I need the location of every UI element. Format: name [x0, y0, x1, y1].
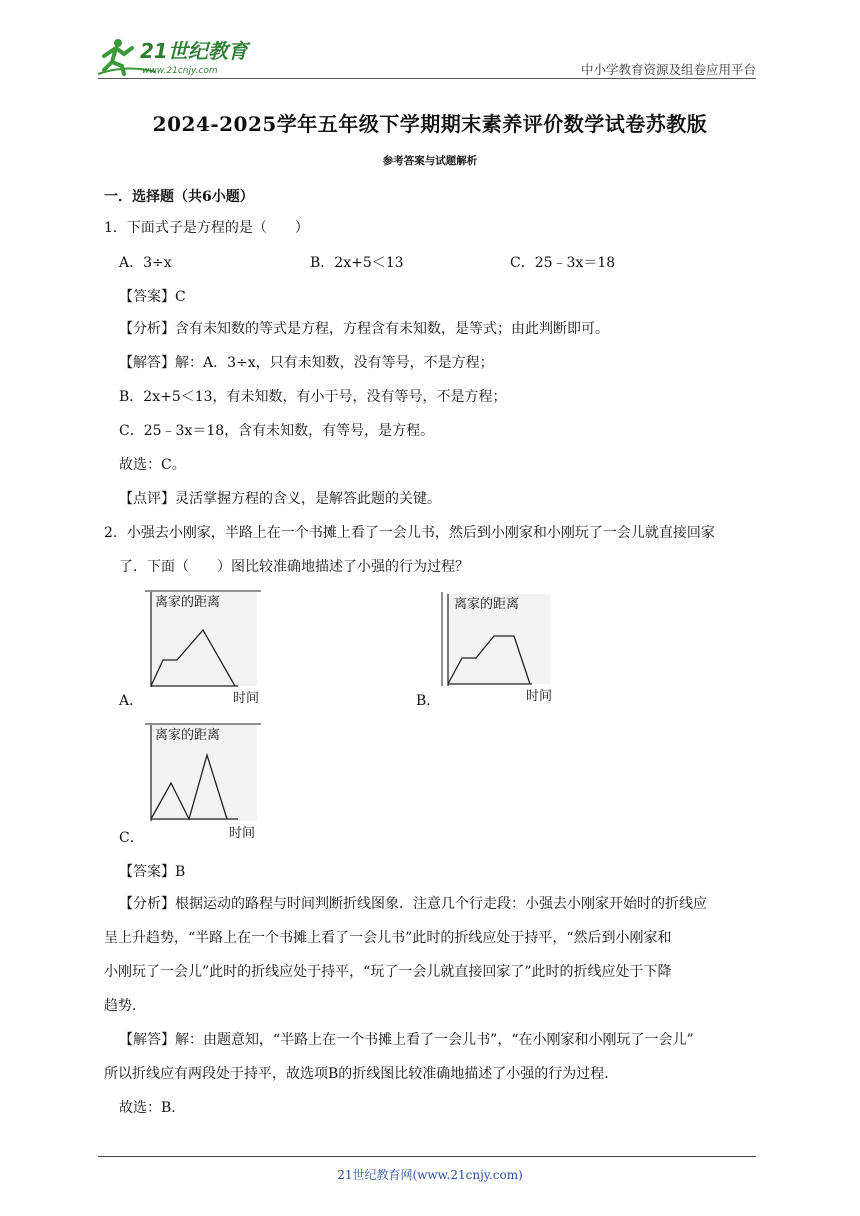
page-subtitle: 参考答案与试题解析	[382, 155, 478, 167]
q2-analysis-line-3: 小刚玩了一会儿”此时的折线应处于持平，“玩了一会儿就直接回家了”此时的折线应处于下降	[104, 964, 672, 980]
q1-option-b: B．2x+5＜13	[310, 255, 404, 271]
q1-answer: 【答案】C	[119, 289, 186, 305]
logo-url: www.21cnjy.com	[142, 66, 218, 76]
chart-b-x-label: 时间	[526, 689, 553, 704]
logo-runner-icon	[96, 34, 266, 78]
chart-b-y-label: 离家的距离	[454, 597, 520, 612]
chart-a-x-label: 时间	[233, 691, 260, 706]
footer-divider	[98, 1156, 756, 1157]
q1-option-c: C．25﹣3x＝18	[510, 255, 616, 271]
q1-analysis: 【分析】含有未知数的等式是方程，方程含有未知数，是等式；由此判断即可。	[119, 321, 609, 337]
logo-text: 21世纪教育	[140, 39, 248, 63]
q2-analysis-line-1: 【分析】根据运动的路程与时间判断折线图象．注意几个行走段：小强去小刚家开始时的折线应	[119, 896, 707, 912]
q2-stem-line-2: 了．下面（ ）图比较准确地描述了小强的行为过程？	[119, 559, 469, 575]
chart-a	[143, 590, 263, 706]
q1-option-a: A．3÷x	[119, 255, 172, 271]
chart-a-y-label: 离家的距离	[155, 595, 221, 610]
q1-solution-line-1: 【解答】解：A．3÷x，只有未知数，没有等号，不是方程；	[119, 355, 494, 371]
q2-choice: 故选：B．	[119, 1100, 186, 1116]
logo	[96, 34, 266, 78]
q2-solution-line-2: 所以折线应有两段处于持平，故选项B的折线图比较准确地描述了小强的行为过程．	[104, 1066, 619, 1082]
q2-answer: 【答案】B	[119, 864, 186, 880]
chart-b	[436, 590, 556, 706]
q1-choice: 故选：C。	[119, 457, 186, 473]
footer-link[interactable]: 21世纪教育网(www.21cnjy.com)	[337, 1168, 523, 1182]
q2-analysis-line-4: 趋势．	[104, 998, 146, 1014]
q2-option-c: C．	[119, 830, 144, 846]
header-divider	[98, 78, 756, 79]
chart-c-x-label: 时间	[229, 826, 256, 841]
q2-option-a: A．	[119, 693, 144, 709]
q1-solution-line-2: B．2x+5＜13，有未知数，有小于号，没有等号，不是方程；	[119, 389, 507, 405]
page-title: 2024-2025学年五年级下学期期末素养评价数学试卷苏教版	[152, 112, 708, 136]
q1-stem: 1．下面式子是方程的是（ ）	[104, 220, 309, 236]
section-heading: 一．选择题（共6小题）	[104, 189, 254, 205]
q1-solution-line-3: C．25﹣3x＝18，含有未知数，有等号，是方程。	[119, 423, 435, 439]
q2-analysis-line-2: 呈上升趋势，“半路上在一个书摊上看了一会儿书”此时的折线应处于持平，“然后到小刚家和	[104, 930, 672, 946]
chart-c-y-label: 离家的距离	[155, 728, 221, 743]
chart-c	[143, 723, 263, 841]
q2-solution-line-1: 【解答】解：由题意知，“半路上在一个书摊上看了一会儿书”，“在小刚家和小刚玩了一会儿”	[119, 1032, 694, 1048]
q2-option-b: B．	[416, 693, 441, 709]
header-platform-text: 中小学教育资源及组卷应用平台	[580, 62, 756, 77]
q1-comment: 【点评】灵活掌握方程的含义，是解答此题的关键。	[119, 491, 441, 507]
q2-stem-line-1: 2．小强去小刚家，半路上在一个书摊上看了一会儿书，然后到小刚家和小刚玩了一会儿就直接回家	[104, 525, 715, 541]
